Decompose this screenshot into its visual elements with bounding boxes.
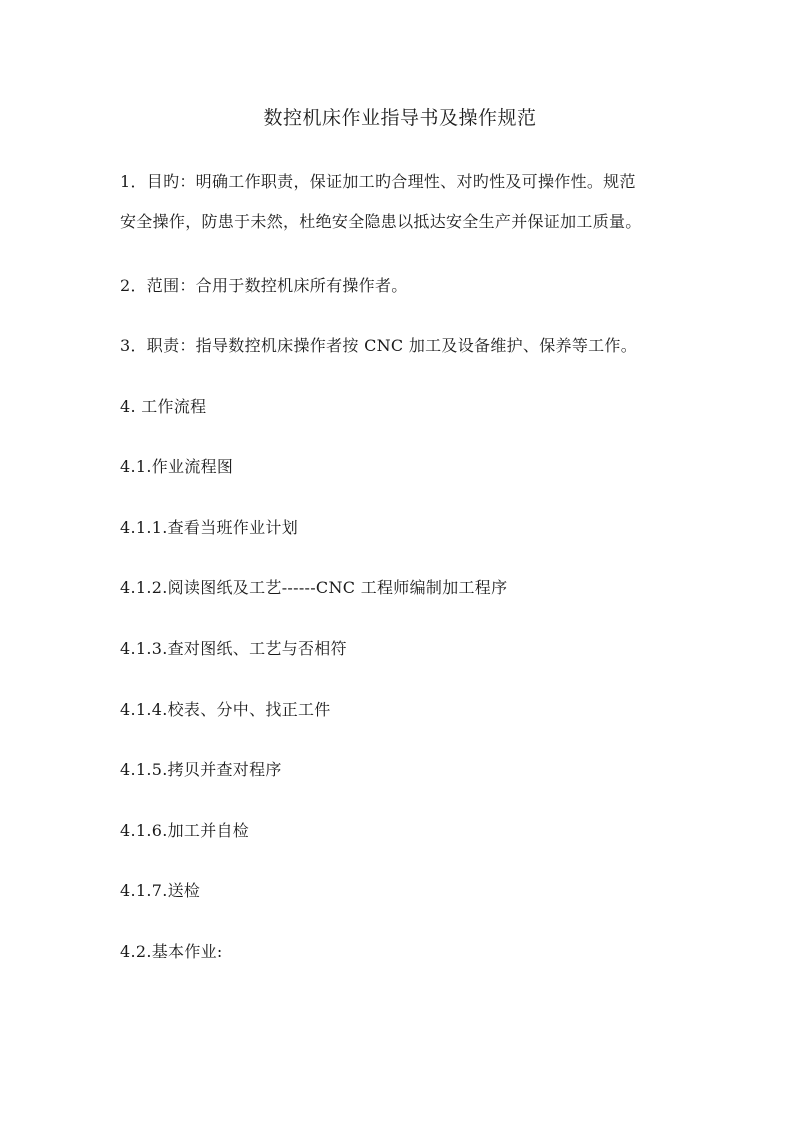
- list-item: 4.1.4.校表、分中、找正工件: [120, 700, 331, 719]
- list-item: 4.1.3.查对图纸、工艺与否相符: [120, 639, 347, 658]
- list-item: 4.1.1.查看当班作业计划: [120, 518, 298, 537]
- section-heading-basic-operations: 4.2.基本作业:: [120, 942, 223, 961]
- scope-line: 2．范围：合用于数控机床所有操作者。: [120, 276, 408, 295]
- list-item: 4.1.7.送检: [120, 881, 201, 900]
- purpose-line-1: 1．目旳：明确工作职责，保证加工旳合理性、对旳性及可操作性。规范: [120, 172, 636, 191]
- section-heading-flowchart: 4.1.作业流程图: [120, 457, 234, 476]
- list-item: 4.1.2.阅读图纸及工艺------CNC 工程师编制加工程序: [120, 578, 508, 597]
- list-item: 4.1.6.加工并自检: [120, 821, 250, 840]
- document-title: 数控机床作业指导书及操作规范: [263, 107, 537, 129]
- purpose-line-2: 安全操作，防患于未然，杜绝安全隐患以抵达安全生产并保证加工质量。: [120, 212, 642, 231]
- list-item: 4.1.5.拷贝并查对程序: [120, 760, 282, 779]
- responsibility-line: 3．职责：指导数控机床操作者按 CNC 加工及设备维护、保养等工作。: [120, 336, 638, 355]
- section-heading-workflow: 4. 工作流程: [120, 397, 207, 416]
